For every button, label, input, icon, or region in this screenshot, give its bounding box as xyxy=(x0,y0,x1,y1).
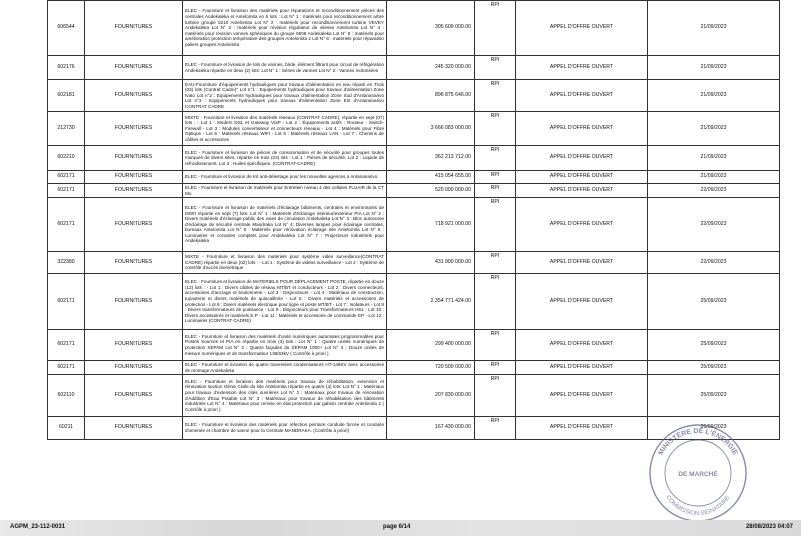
table-row xyxy=(48,375,780,417)
row-funding-source: RPI xyxy=(475,375,516,417)
row-category: FOURNITURES xyxy=(85,417,183,440)
row-procurement-mode: APPEL D'OFFRE OUVERT xyxy=(516,198,648,252)
stamp-ring-top: MINISTÈRE DE L'ÉNERGIE xyxy=(657,427,739,457)
table-row xyxy=(48,80,780,112)
row-procurement-mode: APPEL D'OFFRE OUVERT xyxy=(516,146,648,171)
row-procurement-mode: APPEL D'OFFRE OUVERT xyxy=(516,56,648,80)
table-row xyxy=(48,361,780,375)
row-code: 602171 xyxy=(48,330,85,361)
row-amount: 896 875 646.00 xyxy=(387,80,475,112)
row-procurement-mode: APPEL D'OFFRE OUVERT xyxy=(516,330,648,361)
row-date: 25/09/2023 xyxy=(648,361,780,375)
row-procurement-mode: APPEL D'OFFRE OUVERT xyxy=(516,80,648,112)
row-funding-source: RPI xyxy=(475,252,516,274)
print-timestamp: 28/08/2023 04:07 xyxy=(745,524,793,530)
row-date: 22/09/2023 xyxy=(648,252,780,274)
row-description: ELEC - Fourniture et livraison de Kit anti-délestage pour les nouvelles agences à Antananarivo xyxy=(183,171,387,184)
stamp-center-text: DE MARCHÉ xyxy=(678,471,718,478)
row-description: ELEC - Fourniture et livraison de MATÉRIELS POUR DÉPLACEMENT POSTE, répartie en douze (12) lots : - Lot 1 : Divers câbles de réseau MT/BT et conducteurs - Lot 2 : Divers connecteurs, accessoires d'ancrage et boulonnerie - Lot 3 : Disjoncteurs - Lot 4 : Matériaux de construction, tuyauterie et divers matériels de quincaillerie - Lot 5 : Divers matériels et accessoires de protection - Lot 6 : Divers matériels électrique pour ligne et poste MT/BT - Lot 7 : Isolateurs - Lot 8 : Divers transformateurs de puissance - Lot 9 : Disjoncteurs pour Transformateurs H61 - Lot 10 : Divers accessoires et matériels E.P - Lot 11 : Matériels et accessoire de commande EP - Lot 12 : Luminaires (CONTRAT CADRE) xyxy=(183,274,387,330)
page-number: page 6/14 xyxy=(383,524,411,530)
row-date: 21/09/2023 xyxy=(648,80,780,112)
procurement-table xyxy=(47,0,780,440)
row-description: EAU-Fourniture d'équipements hydrauliques pour travaux d'alimentation en eau réparti en Trois (03) lots (Contrat Cadre)" Lot n°1 : Equipements hydrauliques pour travaux d'alimentation Zone Ivato Lot n°2 : Equipements hydrauliques pour travaux d'alimentation Zone Sud d'Antananarivo Lot n°3 : Equipements hydrauliques pour travaux d'alimentation Zone Est d'Antananarivo CONTRAT CADRE xyxy=(183,80,387,112)
row-code: 602171 xyxy=(48,171,85,184)
row-amount: 2 354 771 424.00 xyxy=(387,274,475,330)
row-date: 21/09/2023 xyxy=(648,56,780,80)
row-procurement-mode: APPEL D'OFFRE OUVERT xyxy=(516,171,648,184)
row-description: MIXTE - Fourniture et livraison des matériels réseaux (CONTRAT CADRE), répartie en sept (07) lots : - Lot 1 : Modem DSL et Gateway VoIP - Lot 2 : Équipements actifs : Routeur - Switch-Firewall - Lot 3 : Modules convertisseur et connecteurs réseaux - Lot 4 : Matériels pour Fibre Optique - Lot 5 : Matériels réseaux WIFI - Lot 6 : Matériels réseaux LAN - Lot 7 : Chemins de câbles et accessoires xyxy=(183,112,387,146)
row-category: FOURNITURES xyxy=(85,1,183,56)
stamp-ring-bottom: COMMISSION SIGNATAIRE xyxy=(664,494,732,518)
row-description: ELEC - Fourniture et livraison des matériels pour travaux de réhabilitation, extension et rénovation section Génie Civile du site Antelomita répartie en quatre (4) lots: Lot N° 1 : Matériaux pour travaux d'extension des cités ouvrières Lot N° 2 : Matériaux pour travaux de rénovation d'Addition d'Eau Potable Lot N° 3 : Matériaux pour travaux de réhabilitation des bâtiments industriels Lot N° 4 : Matériaux pour remise en état protection par gabion centrale Antelomita 2 ( Contrôle à priori ) xyxy=(183,375,387,417)
row-funding-source: RPI xyxy=(475,146,516,171)
table-row xyxy=(48,330,780,361)
row-date: 21/09/2023 xyxy=(648,171,780,184)
table-row xyxy=(48,1,780,56)
table-row xyxy=(48,417,780,440)
row-code: 212730 xyxy=(48,112,85,146)
row-category: FOURNITURES xyxy=(85,184,183,198)
row-amount: 718 921 000.00 xyxy=(387,198,475,252)
row-code: 602171 xyxy=(48,361,85,375)
row-funding-source: RPI xyxy=(475,184,516,198)
row-category: FOURNITURES xyxy=(85,330,183,361)
row-code: 322380 xyxy=(48,252,85,274)
row-funding-source: RPI xyxy=(475,198,516,252)
table-row xyxy=(48,171,780,184)
row-category: FOURNITURES xyxy=(85,252,183,274)
row-date: 25/09/2023 xyxy=(648,375,780,417)
row-amount: 207 830 000.00 xyxy=(387,375,475,417)
table-row xyxy=(48,274,780,330)
row-date: 22/09/2023 xyxy=(648,198,780,252)
svg-text:COMMISSION SIGNATAIRE xyxy=(664,495,731,517)
row-procurement-mode: APPEL D'OFFRE OUVERT xyxy=(516,252,648,274)
row-procurement-mode: APPEL D'OFFRE OUVERT xyxy=(516,184,648,198)
row-amount: 3 666 083 000.00 xyxy=(387,112,475,146)
row-description: ELEC - Fourniture et livraison de pièces de consommation et de sécurité pour groupes toutes marques de divers sites, répartie en trois (03) lots : Lot 1 : Pièces de sécurité, Lot 2 : Liquide de refroidissement. Lot 3 : Huiles spécifiques. (CONTRAT-CADRE) xyxy=(183,146,387,171)
table-row xyxy=(48,198,780,252)
row-description: ELEC - Fourniture et livraison de lots de vannes, bride, élément filtrant pour circuit de réfrigération Andekaleka répartie en deux (2) lots: Lot N° 1 : Séries de vannes Lot N° 2 : Vannes motorisées xyxy=(183,56,387,80)
row-description: MIXTE - Fourniture et livraison des matériels pour système vidéo surveillance(CONTRAT CADRE) répartie en deux (02) lots : - Lot 1 : Système de vidéos surveillance - Lot 2 : Système de contrôle d'accès biométrique xyxy=(183,252,387,274)
row-category: FOURNITURES xyxy=(85,198,183,252)
row-funding-source: RPI xyxy=(475,56,516,80)
row-code: 602110 xyxy=(48,375,85,417)
row-procurement-mode: APPEL D'OFFRE OUVERT xyxy=(516,361,648,375)
row-amount: 720 500 000.00 xyxy=(387,361,475,375)
row-code: 602171 xyxy=(48,274,85,330)
row-description: ELEC - Fourniture et livraison de matériels d'éclairage bâtiments, centrales et environnants de DERI répartie en sept (7) lots: Lot N° 1 : Matériels d'éclairage intérieur/extérieur PIA Lot N° 2 : Divers matériels d'éclairage public des voies de circulation Andekaleka Lot N° 3 : Bloc autonome d'éclairage de sécurité centrale Mandraka Lot N° 4: Diverses lampes pour éclairage centrales, bureaux Antelomita Lot N° 5 : Matériels pour rénovation éclairage site Antelomita Lot N° 6 : Luminaires et consoles complets pour Andekaleka Lot N° 7 : Projecteurs industriels pour Andekaleka xyxy=(183,198,387,252)
row-funding-source: RPI xyxy=(475,274,516,330)
row-date: 25/09/2023 xyxy=(648,274,780,330)
row-amount: 299 400 000.00 xyxy=(387,330,475,361)
row-category: FOURNITURES xyxy=(85,361,183,375)
table-row xyxy=(48,146,780,171)
document-reference: AGPM_23-112-0031 xyxy=(10,524,66,530)
table-row xyxy=(48,184,780,198)
row-procurement-mode: APPEL D'OFFRE OUVERT xyxy=(516,1,648,56)
row-category: FOURNITURES xyxy=(85,146,183,171)
row-amount: 245 320 000.00 xyxy=(387,56,475,80)
row-code: 602176 xyxy=(48,56,85,80)
row-procurement-mode: APPEL D'OFFRE OUVERT xyxy=(516,417,648,440)
row-funding-source: RPI xyxy=(475,417,516,440)
row-code: 602181 xyxy=(48,80,85,112)
row-code: 602210 xyxy=(48,146,85,171)
row-date: 21/09/2023 xyxy=(648,112,780,146)
row-funding-source: RPI xyxy=(475,361,516,375)
row-funding-source: RPI xyxy=(475,1,516,56)
row-procurement-mode: APPEL D'OFFRE OUVERT xyxy=(516,274,648,330)
row-category: FOURNITURES xyxy=(85,375,183,417)
row-category: FOURNITURES xyxy=(85,80,183,112)
row-description: ELEC - Fourniture et livraison des matériels d'unité numériques automates programmables pour Postes Sources et PIA en répartie en trois (3) lots : Lot N° 1 : Quatre unités numériques de protection SEPAM Lot N° 2 : Quatre façades du SEPAM 1000+ Lot N° 3 : Douze unités de mesure numériques et de transformateur 138/63kV ( Contrôle à priori ) xyxy=(183,330,387,361)
row-amount: 305 609 000.00 xyxy=(387,1,475,56)
row-category: FOURNITURES xyxy=(85,274,183,330)
row-funding-source: RPI xyxy=(475,171,516,184)
table-row xyxy=(48,56,780,80)
row-category: FOURNITURES xyxy=(85,171,183,184)
row-code: 606544 xyxy=(48,1,85,56)
row-funding-source: RPI xyxy=(475,330,516,361)
row-description: ELEC - Fourniture et livraison de matériels pour Entretien niveau 4 des cellules FLUAIR de la CT Mu xyxy=(183,184,387,198)
row-date: 22/09/2023 xyxy=(648,184,780,198)
row-funding-source: RPI xyxy=(475,112,516,146)
row-date: 26/09/2023 xyxy=(648,417,780,440)
row-code: 602171 xyxy=(48,198,85,252)
row-amount: 431 900 000.00 xyxy=(387,252,475,274)
row-description: ELEC - Fourniture et livraison des matériels pour réparations et reconditionnement pièces des centrales Andekaleka et Antelomita en 6 lots : Lot N° 1 : matériels pour reconditionnement arbre turbine groupe 5210 Antelomita Lot N° 2 : matériels pour reconditionnement turbine VEVEY Andekaleka Lot N° 3 : matériels pour révision régulateur de vitesse Antelomita Lot N° 4 : matériels pour révision vannes sphériques du groupe 5508 Andekaleka Lot N° 5 : matériels pour amélioration protection température des groupes Antelomita 2 Lot N° 6 : matériels pour réparation paliers groupes Antelomita xyxy=(183,1,387,56)
row-category: FOURNITURES xyxy=(85,112,183,146)
table-row xyxy=(48,112,780,146)
row-code: 602171 xyxy=(48,184,85,198)
row-amount: 167 430 000.00 xyxy=(387,417,475,440)
table-row xyxy=(48,252,780,274)
row-amount: 415 054 655.00 xyxy=(387,171,475,184)
row-description: ELEC - Fourniture et livraison des matériels pour réfection peinture conduite forcée et conduite d'amenée et chambre de vanne pour la Centrale MANDRAKA. (Contrôle à priori) xyxy=(183,417,387,440)
row-description: ELEC - Fourniture et livraison de quatre traversées condensateurs HT-145KV avec accessoires de montage Andekaleka xyxy=(183,361,387,375)
row-procurement-mode: APPEL D'OFFRE OUVERT xyxy=(516,112,648,146)
row-date: 25/09/2023 xyxy=(648,330,780,361)
row-date: 21/09/2023 xyxy=(648,146,780,171)
row-code: 60211 xyxy=(48,417,85,440)
page-footer xyxy=(0,520,801,536)
row-category: FOURNITURES xyxy=(85,56,183,80)
row-amount: 520 000 000.00 xyxy=(387,184,475,198)
row-date: 21/09/2023 xyxy=(648,1,780,56)
row-procurement-mode: APPEL D'OFFRE OUVERT xyxy=(516,375,648,417)
row-funding-source: RPI xyxy=(475,80,516,112)
row-amount: 362 213 712.00 xyxy=(387,146,475,171)
